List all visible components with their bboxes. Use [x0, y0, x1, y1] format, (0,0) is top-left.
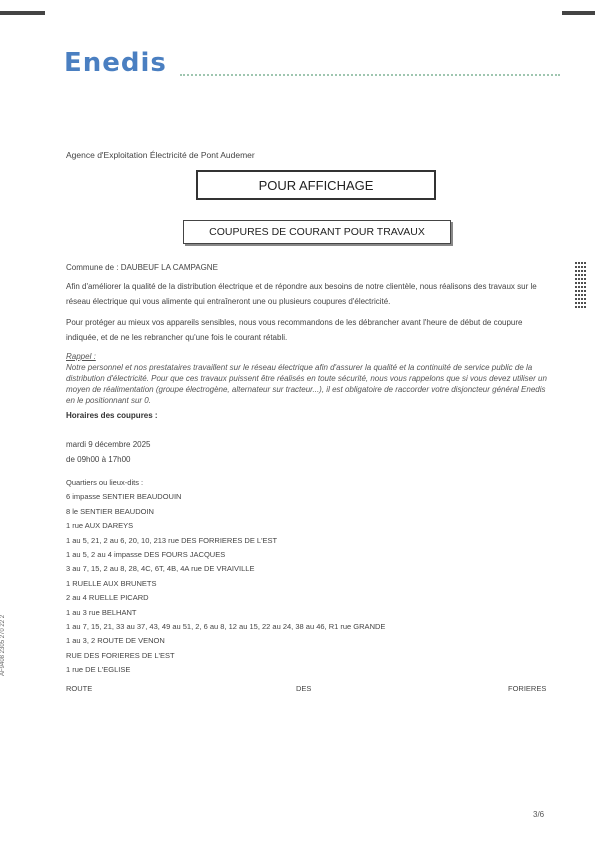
list-item: 1 rue DE L'EGLISE [66, 665, 131, 675]
list-item: 6 impasse SENTIER BEAUDOUIN [66, 492, 182, 502]
page-number: 3/6 [533, 810, 545, 819]
list-item: 1 RUELLE AUX BRUNETS [66, 578, 157, 588]
list-item: 3 au 7, 15, 2 au 8, 28, 4C, 6T, 4B, 4A rue DE VRAIVILLE [66, 564, 255, 574]
agency-name: Agence d'Exploitation Électricité de Pont Audemer [66, 150, 255, 160]
list-item: 8 le SENTIER BEAUDOIN [66, 506, 154, 516]
list-item: 1 au 3, 2 ROUTE DE VENON [66, 636, 165, 646]
list-item: 1 au 5, 21, 2 au 6, 20, 10, 213 rue DES FORRIERES DE L'EST [66, 535, 278, 545]
list-item: RUE DES FORIERES DE L'EST [66, 650, 175, 660]
page-title-text: POUR AFFICHAGE [258, 177, 374, 193]
page-subtitle-text: COUPURES DE COURANT POUR TRAVAUX [209, 226, 425, 238]
outage-time: de 09h00 à 17h00 [66, 455, 131, 464]
places-list [66, 476, 546, 678]
list-item: 1 au 5, 2 au 4 impasse DES FOURS JACQUES [66, 550, 226, 560]
advice-paragraph: Pour protéger au mieux vos appareils sensibles, nous vous recommandons de les débrancher avant l'heure de début de coupure indiquée, et de ne les rebrancher qu'une fois le courant rétabli. [66, 318, 523, 342]
scan-mark-left [0, 11, 45, 15]
commune: Commune de : DAUBEUF LA CAMPAGNE [66, 263, 218, 272]
outage-date: mardi 9 décembre 2025 [66, 440, 151, 449]
last-row-forieres: FORIERES [508, 684, 547, 693]
intro-paragraph: Afin d'améliorer la qualité de la distribution électrique et de répondre aux besoins de notre clientèle, nous réalisons des travaux sur le réseau électrique qui vous alimente qui entraîneront une ou plusieurs coupures d'électricité. [66, 282, 537, 306]
enedis-logo: Enedis [64, 48, 167, 78]
page-subtitle [183, 220, 451, 244]
last-row-route: ROUTE [66, 684, 93, 693]
hours-label: Horaires des coupures : [66, 411, 158, 420]
list-item: 1 au 7, 15, 21, 33 au 37, 43, 49 au 51, 2, 6 au 8, 12 au 15, 22 au 24, 38 au 46, R1 rue GRANDE [66, 622, 386, 632]
side-code: AF9408 2305 270 22 2 [0, 614, 6, 676]
list-item: 2 au 4 RUELLE PICARD [66, 593, 149, 603]
list-item: 1 au 3 rue BELHANT [66, 607, 137, 617]
qr-code-icon [575, 262, 587, 308]
scan-mark-right [562, 11, 595, 15]
logo-divider [180, 74, 560, 76]
rappel-paragraph: Notre personnel et nos prestataires travaillent sur le réseau électrique afin d'assurer la qualité et la continuité de service public de la distribution d'électricité. Pour que ces travaux puissent être réalisés en toute sécurité, nous vous rappelons que si vous devez utiliser un moyen de réalimentation (groupe électrogène, alternateur sur tracteur...), il est obligatoire de raccorder votre disjoncteur général Enedis en le positionnant sur 0. [66, 363, 547, 405]
page-title [196, 170, 436, 200]
places-label: Quartiers ou lieux-dits : [66, 478, 144, 487]
list-item: 1 rue AUX DAREYS [66, 521, 134, 531]
rappel-label: Rappel : [66, 352, 96, 361]
last-row-des: DES [296, 684, 312, 693]
